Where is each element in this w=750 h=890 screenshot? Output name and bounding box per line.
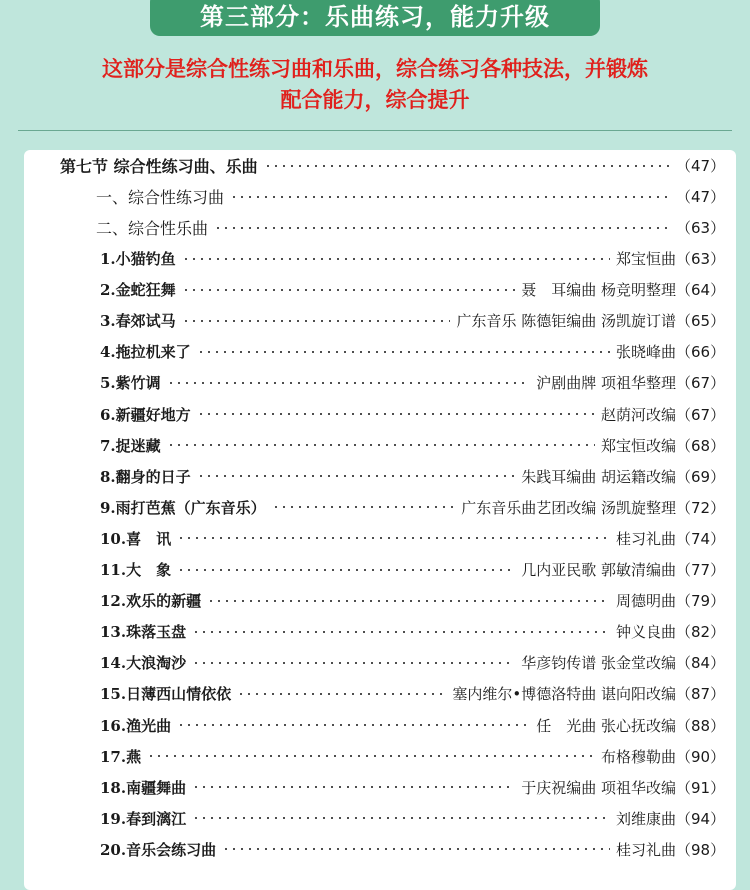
toc-item-credit: 刘维康曲 bbox=[615, 809, 676, 828]
toc-item-title: 7.捉迷藏 bbox=[100, 436, 161, 455]
toc-item-credit: 朱践耳编曲 胡运籍改编 bbox=[521, 467, 676, 486]
dot-leader bbox=[177, 569, 515, 571]
toc-page-number: （98） bbox=[676, 840, 726, 859]
toc-item-title: 11.大 象 bbox=[100, 561, 172, 579]
toc-item-credit: 聂 耳编曲 杨竞明整理 bbox=[521, 281, 676, 300]
toc-item-title: 20.音乐会练习曲 bbox=[100, 840, 217, 859]
dot-leader bbox=[167, 444, 595, 446]
dot-leader bbox=[182, 258, 610, 260]
table-of-contents bbox=[24, 150, 736, 890]
toc-item-title: 18.南疆舞曲 bbox=[100, 778, 187, 797]
toc-item-title: 15.日薄西山情依依 bbox=[100, 685, 232, 704]
toc-item-row bbox=[24, 336, 736, 367]
dot-leader bbox=[207, 600, 610, 602]
toc-section-title: 第七节 综合性练习曲、乐曲 bbox=[60, 157, 258, 176]
intro-line: 配合能力，综合提升 bbox=[280, 88, 470, 112]
intro-line: 这部分是综合性练习曲和乐曲，综合练习各种技法，并锻炼 bbox=[102, 57, 648, 81]
dot-leader bbox=[192, 662, 515, 664]
toc-section-row bbox=[24, 150, 736, 181]
toc-item-credit: 张晓峰曲 bbox=[615, 343, 676, 362]
toc-item-title: 2.金蛇狂舞 bbox=[100, 281, 176, 300]
dot-leader bbox=[197, 475, 516, 477]
toc-page-number: （72） bbox=[676, 498, 726, 517]
toc-page-number: （88） bbox=[676, 716, 726, 735]
dot-leader bbox=[192, 817, 610, 819]
toc-item-row bbox=[24, 492, 736, 523]
dot-leader bbox=[182, 320, 451, 322]
toc-item-title: 19.春到漓江 bbox=[100, 809, 187, 828]
toc-item-row bbox=[24, 803, 736, 834]
dot-leader bbox=[182, 289, 516, 291]
toc-item-credit: 布格穆勒曲 bbox=[600, 747, 676, 766]
toc-subsection-row bbox=[24, 212, 736, 243]
toc-item-title: 16.渔光曲 bbox=[100, 716, 172, 735]
toc-item-credit: 沪剧曲牌 项祖华整理 bbox=[536, 374, 676, 393]
toc-item-row bbox=[24, 367, 736, 398]
toc-item-row bbox=[24, 430, 736, 461]
toc-item-row bbox=[24, 772, 736, 803]
toc-page-number: （77） bbox=[676, 561, 726, 579]
toc-item-credit: 广东音乐曲艺团改编 汤凯旋整理 bbox=[461, 498, 676, 517]
toc-item-row bbox=[24, 741, 736, 772]
toc-subsection-row bbox=[24, 181, 736, 212]
toc-page-number: （79） bbox=[676, 592, 726, 611]
toc-page-number: （82） bbox=[676, 623, 726, 642]
toc-item-title: 12.欢乐的新疆 bbox=[100, 592, 202, 611]
dot-leader bbox=[237, 693, 446, 695]
toc-item-credit: 周德明曲 bbox=[615, 592, 676, 611]
toc-item-row bbox=[24, 274, 736, 305]
dot-leader bbox=[192, 631, 610, 633]
dot-leader bbox=[264, 165, 670, 167]
toc-item-row bbox=[24, 554, 736, 585]
toc-item-row bbox=[24, 243, 736, 274]
toc-item-credit: 于庆祝编曲 项祖华改编 bbox=[521, 778, 676, 797]
dot-leader bbox=[177, 537, 610, 539]
toc-page-number: （47） bbox=[676, 188, 726, 206]
toc-item-title: 14.大浪淘沙 bbox=[100, 654, 187, 673]
toc-page-number: （68） bbox=[676, 436, 726, 455]
toc-item-row bbox=[24, 585, 736, 616]
dot-leader bbox=[177, 724, 530, 726]
toc-item-title: 8.翻身的日子 bbox=[100, 467, 191, 486]
toc-page-number: （69） bbox=[676, 467, 726, 486]
toc-page-number: （74） bbox=[676, 529, 726, 548]
toc-item-credit: 桂习礼曲 bbox=[615, 529, 676, 548]
toc-item-row bbox=[24, 305, 736, 336]
toc-subsection-title: 二、综合性乐曲 bbox=[96, 219, 209, 238]
toc-page-number: （94） bbox=[676, 809, 726, 828]
toc-item-row bbox=[24, 461, 736, 492]
toc-item-title: 6.新疆好地方 bbox=[100, 405, 191, 424]
dot-leader bbox=[222, 848, 610, 850]
banner-title: 第三部分：乐曲练习，能力升级 bbox=[200, 2, 550, 31]
toc-item-row bbox=[24, 647, 736, 678]
toc-item-row bbox=[24, 678, 736, 709]
toc-page-number: （63） bbox=[676, 219, 726, 237]
toc-page-number: （67） bbox=[676, 405, 726, 424]
toc-item-credit: 郑宝恒曲 bbox=[615, 250, 676, 268]
dot-leader bbox=[197, 351, 610, 353]
toc-page-number: （84） bbox=[676, 654, 726, 673]
toc-item-title: 17.燕 bbox=[100, 747, 142, 766]
toc-item-credit: 赵荫河改编 bbox=[600, 405, 676, 424]
dot-leader bbox=[197, 413, 595, 415]
toc-page-number: （47） bbox=[676, 157, 726, 175]
toc-item-row bbox=[24, 616, 736, 647]
toc-item-row bbox=[24, 399, 736, 430]
toc-item-title: 4.拖拉机来了 bbox=[100, 343, 191, 362]
toc-page-number: （64） bbox=[676, 281, 726, 300]
dot-leader bbox=[192, 786, 515, 788]
toc-item-credit: 桂习礼曲 bbox=[615, 840, 676, 859]
toc-item-row bbox=[24, 710, 736, 741]
toc-page-number: （63） bbox=[676, 250, 726, 268]
section-banner bbox=[150, 0, 600, 36]
toc-item-credit: 华彦钧传谱 张金堂改编 bbox=[521, 654, 676, 673]
toc-page-number: （87） bbox=[676, 685, 726, 704]
toc-item-credit: 广东音乐 陈德钜编曲 汤凯旋订谱 bbox=[456, 312, 676, 331]
intro-text bbox=[30, 54, 720, 116]
toc-item-row bbox=[24, 834, 736, 865]
toc-item-credit: 钟义良曲 bbox=[615, 623, 676, 642]
toc-item-title: 3.春郊试马 bbox=[100, 312, 176, 331]
dot-leader bbox=[214, 227, 670, 229]
toc-item-title: 5.紫竹调 bbox=[100, 374, 161, 393]
toc-page-number: （66） bbox=[676, 343, 726, 362]
toc-subsection-title: 一、综合性练习曲 bbox=[96, 188, 225, 207]
divider-line bbox=[18, 130, 732, 131]
dot-leader bbox=[272, 506, 456, 508]
toc-page-number: （90） bbox=[676, 747, 726, 766]
dot-leader bbox=[147, 755, 595, 757]
toc-page-number: （65） bbox=[676, 312, 726, 331]
dot-leader bbox=[167, 382, 531, 384]
toc-item-title: 9.雨打芭蕉（广东音乐） bbox=[100, 498, 266, 517]
toc-item-title: 10.喜 讯 bbox=[100, 529, 172, 548]
toc-page-number: （67） bbox=[676, 374, 726, 393]
toc-item-credit: 任 光曲 张心抚改编 bbox=[536, 716, 676, 735]
toc-item-credit: 塞内维尔•博德洛特曲 谌向阳改编 bbox=[452, 685, 676, 704]
toc-item-credit: 郑宝恒改编 bbox=[600, 436, 676, 455]
toc-item-title: 1.小猫钓鱼 bbox=[100, 250, 176, 268]
dot-leader bbox=[230, 196, 670, 198]
toc-item-title: 13.珠落玉盘 bbox=[100, 623, 187, 642]
toc-item-row bbox=[24, 523, 736, 554]
toc-page-number: （91） bbox=[676, 778, 726, 797]
toc-item-credit: 几内亚民歌 郭敏清编曲 bbox=[521, 561, 676, 579]
